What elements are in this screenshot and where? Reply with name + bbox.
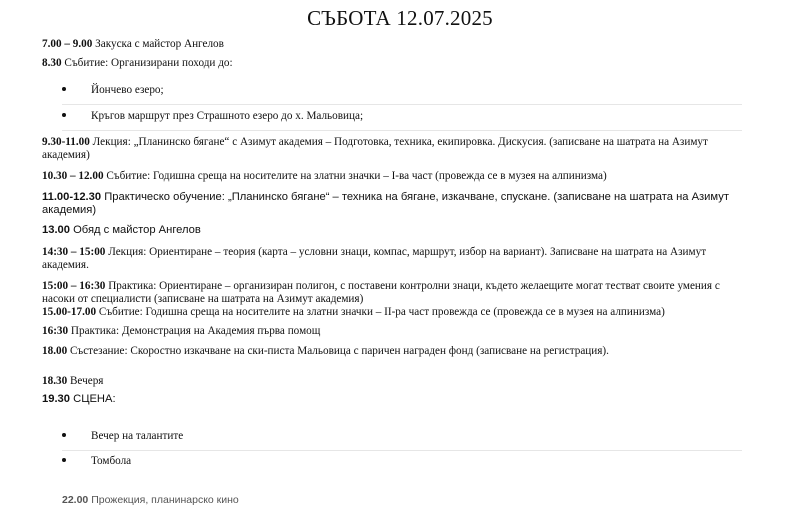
schedule-item-gold-badges-1 [42,170,742,183]
bullet-icon [62,433,66,437]
schedule-text: Закуска с майстор Ангелов [92,38,224,50]
schedule-item-lecture-running [42,136,742,162]
schedule-time: 22.00 [62,494,89,506]
schedule-item-film [62,494,239,506]
list-item-text: Йончево езеро; [91,84,164,96]
schedule-text: Събитие: Годишна среща на носителите на златни значки – II-ра част провежда се (провежда се в музея на алпинизма) [96,306,665,318]
list-item-text: Вечер на талантите [91,430,184,442]
schedule-text: Събитие: Организирани походи до: [61,57,233,69]
schedule-text: Практика: Демонстрация на Академия първа помощ [68,325,321,337]
schedule-item-orienteering-practice [42,280,742,306]
schedule-time: 8.30 [42,57,62,69]
schedule-text: Прожекция, планинарско кино [88,494,239,506]
bullet-icon [62,458,66,462]
list-item-hike-1 [62,84,742,105]
schedule-time: 14:30 – 15:00 [42,246,106,258]
schedule-time: 18.00 [42,345,68,357]
bullet-icon [62,87,66,91]
schedule-text: Събитие: Годишна среща на носителите на златни значки – I-ва част (провежда се в музея на алпинизма) [103,170,607,182]
schedule-time: 7.00 – 9.00 [42,38,93,50]
schedule-text: Лекция: „Планинско бягане“ с Азимут академия – Подготовка, техника, екипировка. Дискусия. (записване на шатрата на Азимут академия) [42,136,708,161]
schedule-time: 15.00-17.00 [42,306,97,318]
bullet-icon [62,113,66,117]
schedule-time: 16:30 [42,325,69,337]
schedule-time: 19.30 [42,393,70,405]
schedule-time: 9.30-11.00 [42,136,90,148]
schedule-item-orienteering-lecture [42,246,742,272]
list-item-scene-2 [62,455,742,475]
schedule-text: Обяд с майстор Ангелов [70,224,201,236]
list-item-hike-2 [62,110,742,131]
schedule-item-gold-badges-2 [42,306,742,319]
schedule-item-scene [42,393,742,406]
page-title: СЪБОТА 12.07.2025 [307,6,493,30]
schedule-time: 10.30 – 12.00 [42,170,104,182]
schedule-time: 15:00 – 16:30 [42,280,106,292]
schedule-text: Практическо обучение: „Планинско бягане“ – техника на бягане, изкачване, спускане. (записване на шатрата на Азимут академия) [42,191,729,216]
schedule-time: 18.30 [42,375,68,387]
schedule-item-breakfast [42,38,742,51]
schedule-text: СЦЕНА: [70,393,116,405]
schedule-text: Състезание: Скоростно изкачване на ски-писта Мальовица с паричен награден фонд (записване на регистрация). [67,345,609,357]
schedule-item-first-aid [42,325,742,338]
schedule-time: 11.00-12.30 [42,191,102,203]
schedule-text: Практика: Ориентиране – организиран полигон, с поставени контролни знаци, където желаещите могат тестват своите умения с насоки от специалисти (записване на шатрата на Азимут академия) [42,280,720,305]
schedule-text: Лекция: Ориентиране – теория (карта – условни знаци, компас, маршрут, избор на вариант). Записване на шатрата на Азимут академия. [42,246,707,271]
schedule-item-dinner [42,375,742,388]
list-item-text: Томбола [91,455,132,467]
schedule-item-lunch [42,224,742,237]
schedule-text: Вечеря [67,375,104,387]
schedule-item-hikes [42,57,742,70]
list-item-text: Кръгов маршрут през Страшното езеро до х. Мальовица; [91,110,364,122]
schedule-item-practical-running [42,191,742,217]
list-item-scene-1 [62,430,742,451]
schedule-time: 13.00 [42,224,70,236]
schedule-item-ski-race [42,345,742,358]
